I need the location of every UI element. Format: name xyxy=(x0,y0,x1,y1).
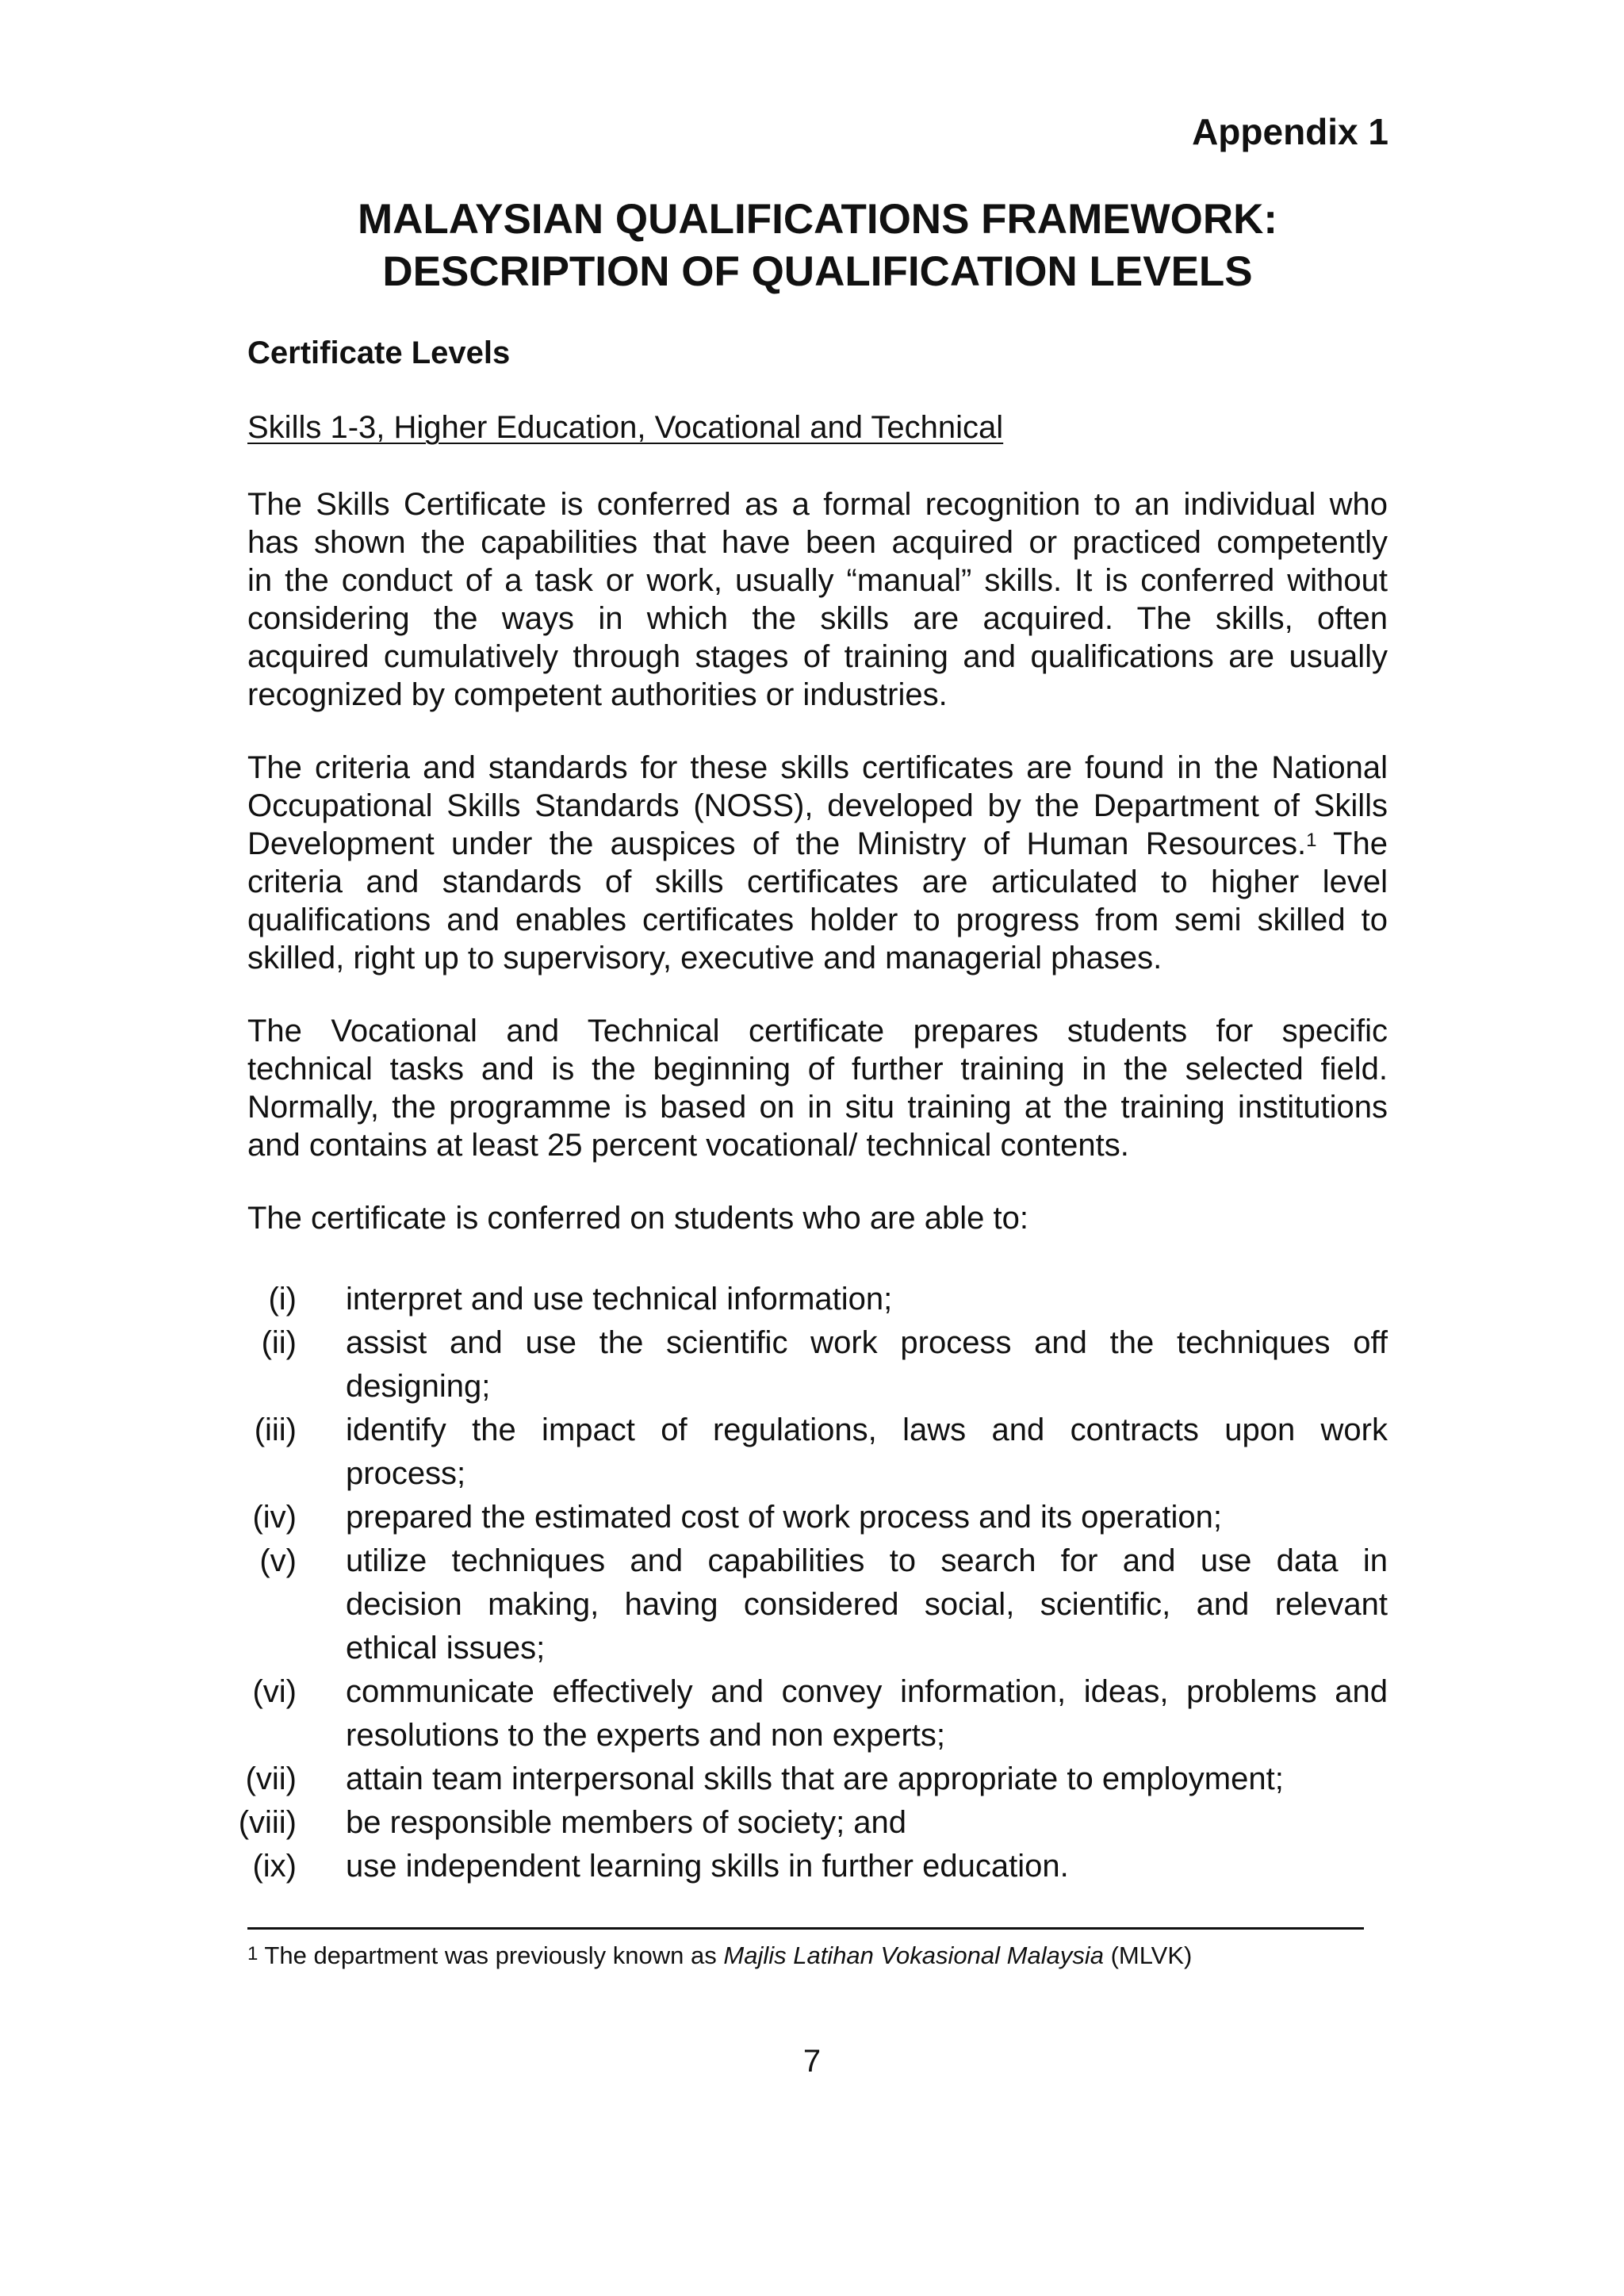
footnote-italic-text: Majlis Latihan Vokasional Malaysia xyxy=(723,1941,1104,1969)
paragraph-line: Occupational Skills Standards (NOSS), developed by the Department of Skills xyxy=(247,788,1388,823)
paragraph-line: and contains at least 25 percent vocational/ technical contents. xyxy=(247,1128,1129,1163)
page-title-line-2: DESCRIPTION OF QUALIFICATION LEVELS xyxy=(382,248,1253,295)
list-item-number: (iv) xyxy=(252,1500,297,1535)
list-item xyxy=(230,1801,1388,1845)
footnote-marker: 1 xyxy=(247,1943,259,1964)
list-item-line: designing; xyxy=(346,1369,491,1404)
paragraph-line: has shown the capabilities that have been acquired or practiced competently xyxy=(247,525,1388,560)
footnote-text: The department was previously known as xyxy=(258,1941,724,1969)
paragraph-line: The certificate is conferred on students who are able to: xyxy=(247,1201,1028,1236)
list-item-line: prepared the estimated cost of work process and its operation; xyxy=(346,1500,1223,1535)
paragraph-skills-certificate xyxy=(247,485,1388,714)
paragraph-text: Development under the auspices of the Ministry of Human Resources. xyxy=(247,826,1307,861)
list-item-text xyxy=(346,1409,1388,1496)
paragraph-line: qualifications and enables certificates holder to progress from semi skilled to xyxy=(247,903,1388,937)
list-item-line: process; xyxy=(346,1456,466,1491)
list-item-number: (vii) xyxy=(245,1761,297,1796)
list-item-line: resolutions to the experts and non experts; xyxy=(346,1718,946,1753)
list-item-line: identify the impact of regulations, laws and contracts upon work xyxy=(346,1412,1388,1447)
paragraph-line: The Skills Certificate is conferred as a formal recognition to an individual who xyxy=(247,487,1388,522)
list-item xyxy=(230,1409,1388,1496)
list-item-number: (vi) xyxy=(252,1674,297,1709)
list-item-number: (iii) xyxy=(254,1412,297,1447)
list-item-number: (ii) xyxy=(261,1325,297,1360)
list-item-line: decision making, having considered social, scientific, and relevant xyxy=(346,1587,1388,1622)
capabilities-list xyxy=(230,1278,1388,1888)
section-heading: Certificate Levels xyxy=(247,335,511,370)
list-item xyxy=(230,1321,1388,1409)
list-item xyxy=(230,1845,1388,1888)
list-item-number: (i) xyxy=(268,1282,297,1317)
list-item-text xyxy=(346,1757,1388,1801)
paragraph-conferred-intro xyxy=(247,1199,1388,1237)
list-item xyxy=(230,1757,1388,1801)
list-item-text xyxy=(346,1845,1388,1888)
paragraph-line: in the conduct of a task or work, usually “manual” skills. It is conferred without xyxy=(247,563,1388,598)
page-number: 7 xyxy=(802,2044,822,2079)
paragraph-vocational-technical xyxy=(247,1012,1388,1164)
list-item-number: (ix) xyxy=(252,1849,297,1884)
list-item xyxy=(230,1670,1388,1757)
page-title xyxy=(247,194,1388,298)
list-item xyxy=(230,1278,1388,1321)
paragraph-line: Normally, the programme is based on in situ training at the training institutions xyxy=(247,1090,1388,1125)
list-item-text xyxy=(346,1496,1388,1539)
paragraph-line: acquired cumulatively through stages of training and qualifications are usually xyxy=(247,639,1388,674)
paragraph-text: The xyxy=(1316,826,1388,861)
footnote-text: (MLVK) xyxy=(1103,1941,1193,1969)
section-subheading: Skills 1-3, Higher Education, Vocational and Technical xyxy=(247,410,1004,445)
footnote-divider xyxy=(247,1927,1364,1930)
paragraph-line: The Vocational and Technical certificate prepares students for specific xyxy=(247,1014,1388,1048)
list-item xyxy=(230,1496,1388,1539)
list-item-line: communicate effectively and convey information, ideas, problems and xyxy=(346,1674,1388,1709)
list-item-text xyxy=(346,1801,1388,1845)
paragraph-line-with-footnote xyxy=(247,825,1388,863)
list-item-line: use independent learning skills in further education. xyxy=(346,1849,1069,1884)
paragraph-line: considering the ways in which the skills are acquired. The skills, often xyxy=(247,601,1388,636)
paragraph-criteria-standards xyxy=(247,749,1388,977)
paragraph-line: technical tasks and is the beginning of further training in the selected field. xyxy=(247,1052,1388,1087)
list-item-text xyxy=(346,1539,1388,1670)
list-item-line: assist and use the scientific work process and the techniques off xyxy=(346,1325,1388,1360)
paragraph-line: skilled, right up to supervisory, executive and managerial phases. xyxy=(247,941,1162,976)
list-item-text xyxy=(346,1321,1388,1409)
footnote xyxy=(247,1940,1192,1972)
list-item-line: utilize techniques and capabilities to search for and use data in xyxy=(346,1543,1388,1578)
page-title-line-1: MALAYSIAN QUALIFICATIONS FRAMEWORK: xyxy=(357,196,1278,243)
paragraph-line: criteria and standards of skills certificates are articulated to higher level xyxy=(247,864,1388,899)
list-item-line: be responsible members of society; and xyxy=(346,1805,907,1840)
paragraph-line: recognized by competent authorities or industries. xyxy=(247,677,948,712)
list-item-number: (v) xyxy=(259,1543,297,1578)
appendix-label: Appendix 1 xyxy=(1192,111,1388,152)
list-item-number: (viii) xyxy=(238,1805,297,1840)
list-item-line: interpret and use technical information; xyxy=(346,1282,893,1317)
list-item-line: attain team interpersonal skills that are appropriate to employment; xyxy=(346,1761,1284,1796)
list-item-text xyxy=(346,1670,1388,1757)
paragraph-line: The criteria and standards for these skills certificates are found in the National xyxy=(247,750,1388,785)
list-item-line: ethical issues; xyxy=(346,1631,546,1665)
footnote-reference: 1 xyxy=(1306,830,1317,851)
list-item-text xyxy=(346,1278,1388,1321)
list-item xyxy=(230,1539,1388,1670)
